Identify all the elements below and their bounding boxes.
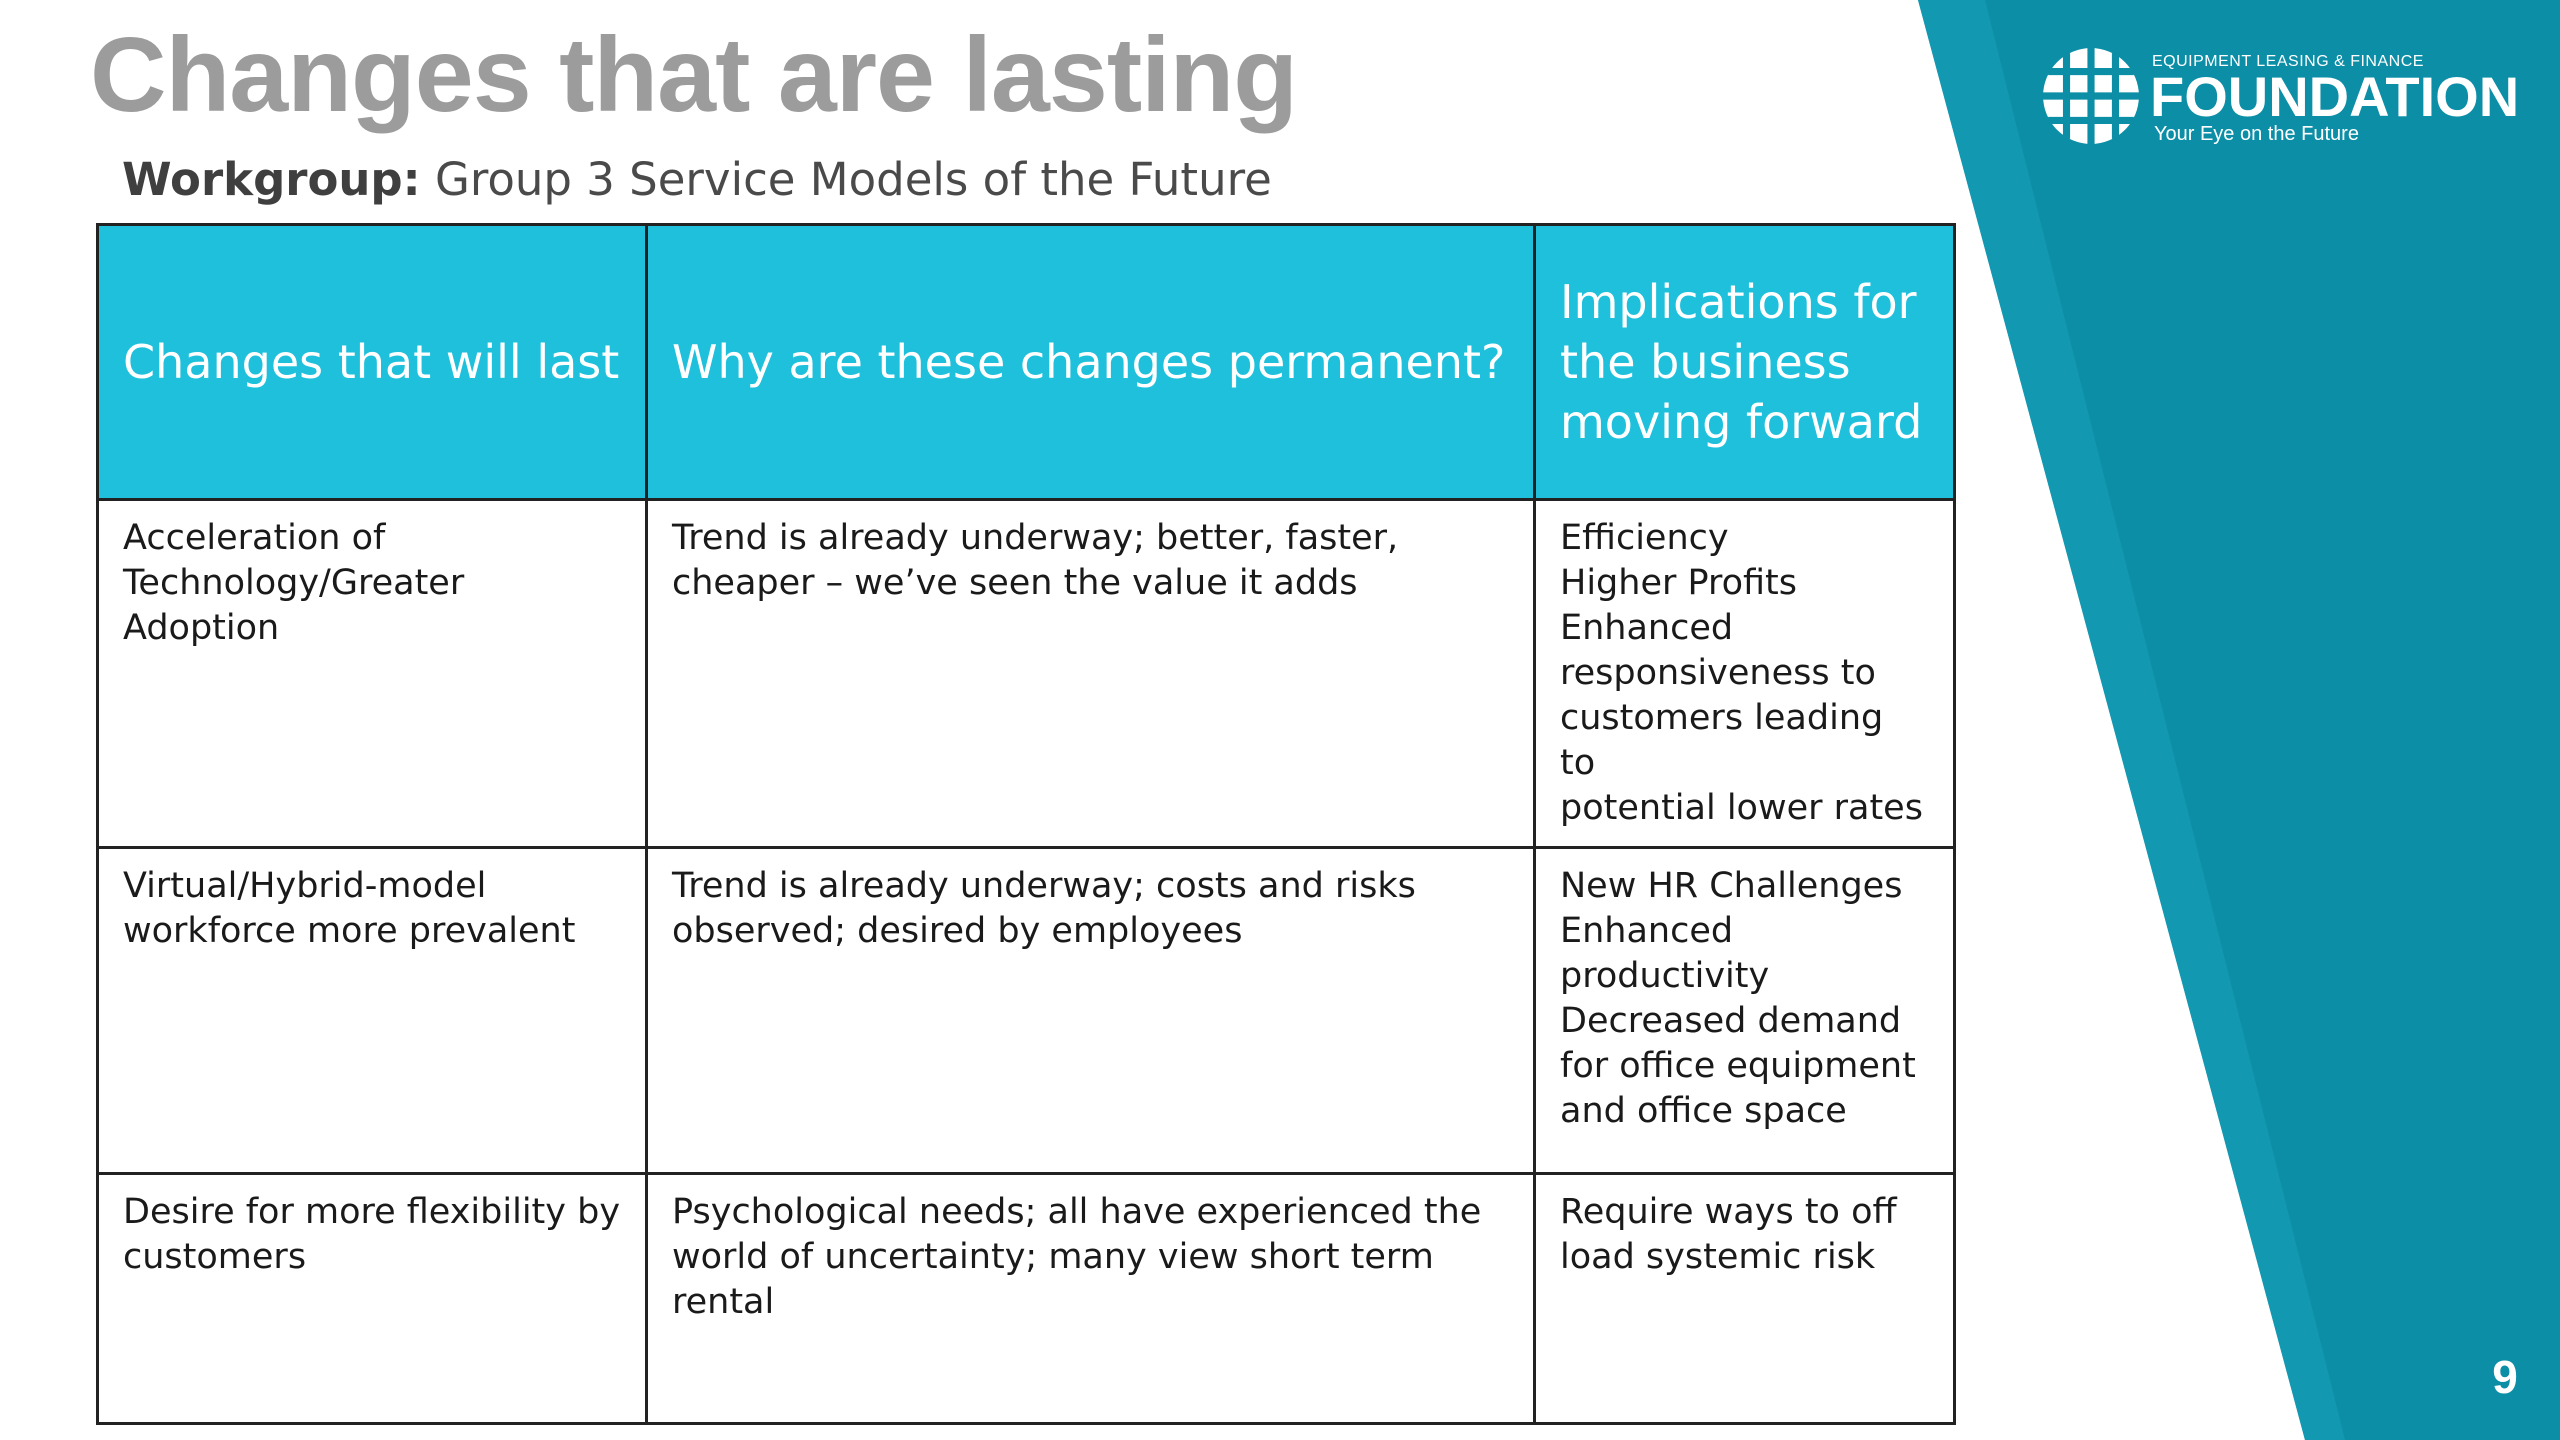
cell-line: Implications for: [1560, 275, 1917, 329]
cell-line: observed; desired by employees: [672, 911, 1243, 951]
table-row: [98, 1174, 1955, 1424]
cell-line: Acceleration of: [123, 518, 386, 558]
cell-line: Decreased demand: [1560, 1001, 1902, 1041]
table-row: [98, 500, 1955, 848]
cell-line: the business: [1560, 335, 1851, 389]
table-header-row: [98, 225, 1955, 500]
cell-line: Desire for more flexibility by: [123, 1192, 621, 1232]
page-number: 9: [2492, 1351, 2518, 1403]
cell-line: Require ways to off: [1560, 1192, 1897, 1232]
cell-line: Enhanced: [1560, 911, 1734, 951]
cell-line: potential lower rates: [1560, 788, 1923, 828]
cell-line: Trend is already underway; better, faster,: [672, 518, 1399, 558]
cell-line: for office equipment: [1560, 1046, 1916, 1086]
cell-line: customers: [123, 1237, 307, 1277]
cell-line: Virtual/Hybrid-model: [123, 866, 487, 906]
cell-line: Trend is already underway; costs and risks: [672, 866, 1416, 906]
globe-grid-icon: [2040, 45, 2142, 147]
cell-line: and office space: [1560, 1091, 1847, 1131]
cell-line: Adoption: [123, 608, 280, 648]
cell-line: Why are these changes permanent?: [672, 335, 1506, 389]
cell-line: rental: [672, 1282, 775, 1322]
cell-line: moving forward: [1560, 395, 1923, 449]
logo-small-text: EQUIPMENT LEASING & FINANCE: [2152, 53, 2424, 70]
header-implications: [1535, 225, 1955, 500]
cell-line: Efficiency: [1560, 518, 1729, 558]
table-cell: [98, 1174, 647, 1424]
table-cell: [98, 848, 647, 1174]
workgroup-line: [122, 150, 1272, 210]
cell-line: New HR Challenges: [1560, 866, 1903, 906]
table-cell: [647, 1174, 1535, 1424]
cell-line: world of uncertainty; many view short term: [672, 1237, 1434, 1277]
header-changes-that-will-last: [98, 225, 647, 500]
cell-line: Enhanced: [1560, 608, 1734, 648]
cell-line: Psychological needs; all have experienced the: [672, 1192, 1482, 1232]
table-cell: [1535, 848, 1955, 1174]
workgroup-value: Group 3 Service Models of the Future: [420, 153, 1272, 206]
header-why-permanent: [647, 225, 1535, 500]
changes-table: [96, 223, 1956, 1425]
workgroup-label: Workgroup:: [122, 153, 421, 206]
table-cell: [647, 848, 1535, 1174]
cell-line: Technology/Greater: [123, 563, 465, 603]
cell-line: cheaper – we’ve seen the value it adds: [672, 563, 1358, 603]
table-cell: [98, 500, 647, 848]
table-cell: [1535, 1174, 1955, 1424]
cell-line: Higher Profits: [1560, 563, 1798, 603]
cell-line: customers leading to: [1560, 698, 1884, 783]
table-cell: [647, 500, 1535, 848]
table-cell: [1535, 500, 1955, 848]
cell-line: productivity: [1560, 956, 1770, 996]
cell-line: responsiveness to: [1560, 653, 1876, 693]
cell-line: load systemic risk: [1560, 1237, 1876, 1277]
logo-tagline: Your Eye on the Future: [2154, 123, 2359, 145]
cell-line: workforce more prevalent: [123, 911, 576, 951]
logo-brand: FOUNDATION: [2150, 65, 2520, 128]
cell-line: Changes that will last: [123, 335, 620, 389]
foundation-logo: [2040, 45, 2520, 155]
slide-title: Changes that are lasting: [90, 16, 1298, 134]
table-row: [98, 848, 1955, 1174]
